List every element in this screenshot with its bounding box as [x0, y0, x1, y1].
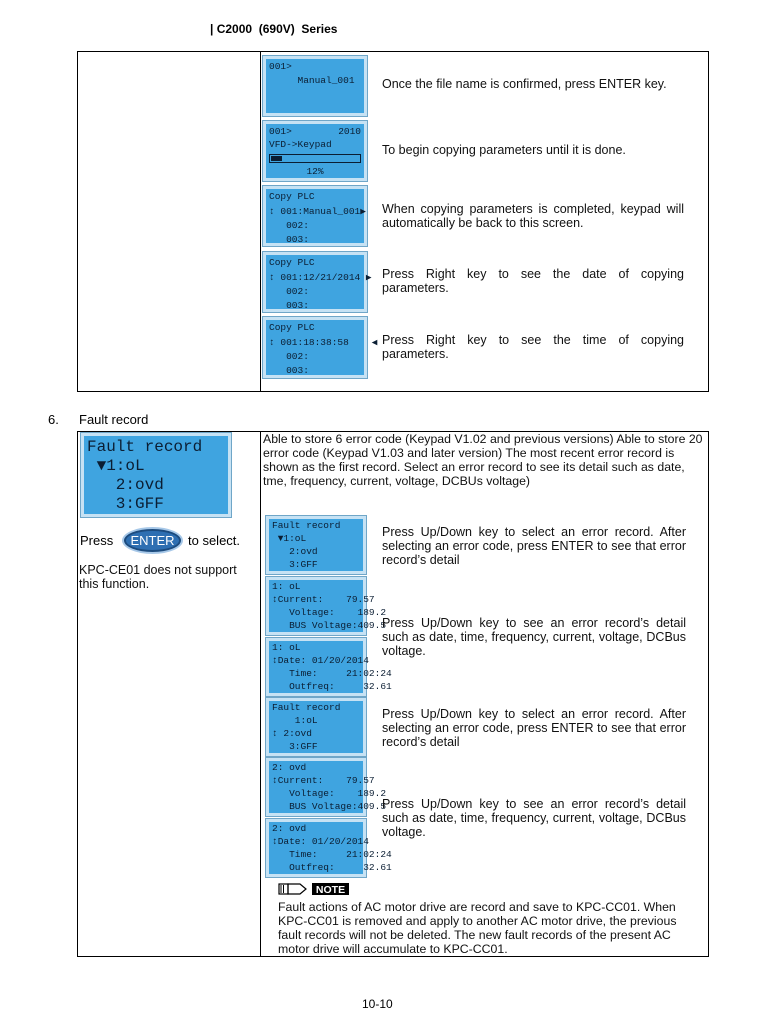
- step-description: Press Right key to see the date of copying parameters.: [382, 267, 684, 295]
- lcd-screen: [266, 819, 392, 877]
- lcd-line: Copy PLC: [269, 257, 315, 268]
- lcd-line: Copy PLC: [269, 322, 315, 333]
- lcd-line: Copy PLC: [269, 191, 315, 202]
- lcd-line: ↕Current: 79.57: [272, 775, 375, 786]
- page-header: | C2000 (690V) Series: [210, 22, 338, 36]
- lcd-line: Fault record: [87, 438, 203, 456]
- lcd-line: ↕ 001:Manual_001▶: [269, 206, 366, 217]
- lcd-line: Fault record: [272, 702, 341, 713]
- lcd-line: 001>: [269, 61, 292, 72]
- enter-key-icon: ENTER: [124, 529, 181, 552]
- note-icon: [278, 882, 350, 896]
- lcd-line: 003:: [269, 365, 309, 376]
- lcd-line: VFD->Keypad: [269, 139, 332, 150]
- lcd-screen: [266, 758, 387, 816]
- progress-fill: [271, 156, 282, 161]
- lcd-line: 2:ovd: [272, 546, 318, 557]
- lcd-line: Voltage: 189.2: [272, 607, 387, 618]
- lcd-line: 2:ovd: [87, 476, 164, 494]
- lcd-line: BUS Voltage:409.5: [272, 801, 387, 812]
- lcd-screen: [266, 638, 392, 696]
- lcd-screen: [266, 577, 387, 635]
- note-label: NOTE: [315, 884, 346, 896]
- table-divider: [260, 431, 261, 957]
- lcd-screen: [266, 698, 366, 756]
- step-description: Press Right key to see the time of copying parameters.: [382, 333, 684, 361]
- fault-record-lcd: [81, 433, 231, 517]
- lcd-line: 003:: [269, 234, 309, 245]
- lcd-line: 1:oL: [272, 715, 318, 726]
- lcd-line: ↕ 001:18:38:58 ◀: [269, 337, 378, 348]
- lcd-line: ↕Date: 01/20/2014: [272, 836, 369, 847]
- lcd-line: 2: ovd: [272, 762, 307, 773]
- press-label: Press: [80, 533, 114, 548]
- lcd-line: 002:: [269, 220, 309, 231]
- lcd-line: Outfreq: 32.61: [272, 862, 392, 873]
- lcd-line: 1: oL: [272, 581, 301, 592]
- lcd-line: BUS Voltage:409.5: [272, 620, 387, 631]
- lcd-line: ↕Current: 79.57: [272, 594, 375, 605]
- lcd-line: 1: oL: [272, 642, 301, 653]
- fault-intro: Able to store 6 error code (Keypad V1.02 and previous versions) Able to store 20 error code (Keypad V1.03 and later version) The most recent error record is shown as the first record. Select an error record to see its detail such as date, tme, frequency, current, voltage, DCBUs voltage): [263, 432, 703, 488]
- fault-description: Press Up/Down key to select an error record. After selecting an error code, press ENTER to see that error record’s detail: [382, 525, 686, 567]
- lcd-screen: [263, 56, 367, 116]
- lcd-screen: [263, 317, 378, 378]
- lcd-line: 3:GFF: [87, 495, 164, 513]
- step-description: To begin copying parameters until it is done.: [382, 143, 626, 157]
- lcd-line: Manual_001: [269, 75, 355, 86]
- kpc-ce01-note: KPC-CE01 does not support this function.: [79, 563, 237, 591]
- note-text: Fault actions of AC motor drive are record and save to KPC-CC01. When KPC-CC01 is removed and apply to another AC motor drive, the previous fault records will not be deleted. The new fault records of the present AC motor drive will accumulate to KPC-CC01.: [278, 900, 677, 956]
- lcd-line: ▼1:oL: [272, 533, 307, 544]
- lcd-line: 003:: [269, 300, 309, 311]
- table-divider: [260, 51, 261, 392]
- lcd-line: 3:GFF: [272, 741, 318, 752]
- lcd-line: Fault record: [272, 520, 341, 531]
- lcd-line: Time: 21:02:24: [272, 668, 392, 679]
- lcd-screen: [266, 516, 366, 574]
- lcd-screen: [263, 121, 367, 181]
- select-label: to select.: [188, 533, 241, 548]
- lcd-screen: [263, 252, 372, 312]
- lcd-line: ▼1:oL: [87, 457, 145, 475]
- lcd-line: ↕ 001:12/21/2014 ▶: [269, 272, 372, 283]
- lcd-line: ↕Date: 01/20/2014: [272, 655, 369, 666]
- progress-label: 12%: [306, 166, 324, 177]
- lcd-line: Outfreq: 32.61: [272, 681, 392, 692]
- section-number: 6.: [48, 412, 59, 427]
- lcd-line: 001>: [269, 126, 292, 137]
- lcd-line: ↕ 2:ovd: [272, 728, 312, 739]
- step-description: Once the file name is confirmed, press ENTER key.: [382, 77, 667, 91]
- lcd-line: Voltage: 189.2: [272, 788, 387, 799]
- section-title: Fault record: [79, 412, 149, 427]
- fault-description: Press Up/Down key to see an error record’s detail such as date, time, frequency, current, voltage, DCBus voltage.: [382, 797, 686, 839]
- fault-description: Press Up/Down key to select an error record. After selecting an error code, press ENTER to see that error record’s detail: [382, 707, 686, 749]
- lcd-line: 2: ovd: [272, 823, 307, 834]
- step-description: When copying parameters is completed, keypad will automatically be back to this screen.: [382, 202, 684, 230]
- lcd-line: 2010: [338, 126, 361, 137]
- fault-description: Press Up/Down key to see an error record’s detail such as date, time, frequency, current, voltage, DCBus voltage.: [382, 616, 686, 658]
- page-number: 10-10: [362, 997, 393, 1011]
- lcd-line: 3:GFF: [272, 559, 318, 570]
- progress-bar: [269, 154, 361, 163]
- lcd-screen: [263, 186, 367, 246]
- lcd-line: 002:: [269, 286, 309, 297]
- lcd-line: Time: 21:02:24: [272, 849, 392, 860]
- lcd-line: 002:: [269, 351, 309, 362]
